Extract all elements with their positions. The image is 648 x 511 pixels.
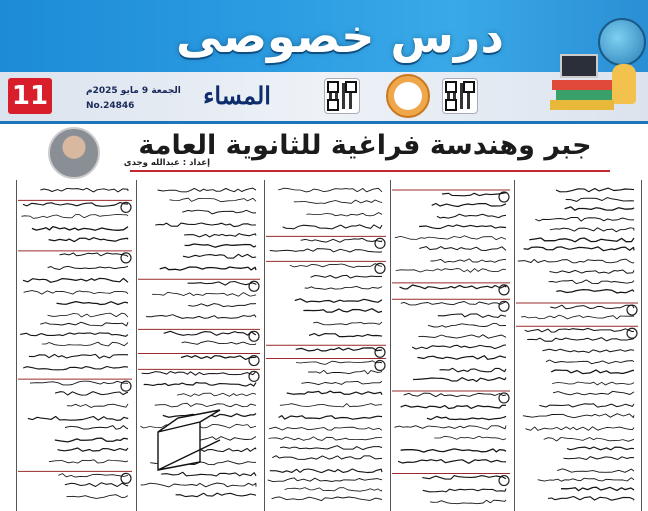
- handwritten-line: [28, 417, 128, 421]
- handwritten-line: [553, 391, 634, 395]
- geometry-figure: [158, 410, 220, 470]
- handwritten-line: [396, 269, 506, 273]
- handwritten-line: [564, 457, 635, 460]
- handwritten-line: [423, 489, 506, 492]
- handwritten-line: [412, 345, 506, 349]
- newspaper-logo: المساء: [203, 81, 271, 110]
- handwritten-line: [283, 225, 382, 229]
- handwritten-line: [142, 371, 256, 375]
- handwritten-line: [438, 314, 506, 318]
- handwritten-line: [419, 247, 506, 251]
- handwritten-line: [303, 309, 382, 313]
- handwritten-line: [67, 495, 129, 499]
- handwritten-line: [272, 497, 382, 501]
- handwritten-line: [418, 335, 506, 339]
- handwritten-line: [144, 383, 256, 387]
- handwritten-line: [549, 280, 634, 284]
- handwritten-line: [141, 483, 256, 487]
- handwritten-line: [301, 381, 382, 384]
- handwritten-line: [161, 472, 256, 476]
- handwritten-line: [24, 291, 128, 295]
- handwritten-line: [566, 198, 634, 202]
- handwritten-line: [434, 436, 506, 440]
- handwritten-line: [529, 238, 634, 242]
- handwritten-line: [155, 403, 256, 407]
- handwritten-line: [155, 223, 256, 227]
- handwritten-line: [188, 304, 256, 307]
- question-number-marker: [375, 263, 385, 273]
- handwritten-line: [40, 322, 128, 326]
- section-title: درس خصوصى: [176, 9, 504, 63]
- handwritten-line: [280, 404, 382, 407]
- handwritten-line: [49, 238, 128, 242]
- question-number-marker: [375, 347, 385, 357]
- handwritten-line: [313, 322, 382, 325]
- page-number-badge: 11: [8, 78, 52, 114]
- handwritten-line: [295, 299, 382, 303]
- handwritten-line: [552, 382, 634, 385]
- handwritten-line: [556, 290, 634, 293]
- handwritten-line: [527, 338, 634, 342]
- handwritten-line: [538, 478, 634, 481]
- handwritten-line: [32, 227, 128, 231]
- handwritten-line: [311, 275, 383, 278]
- handwritten-line: [184, 234, 256, 237]
- handwritten-line: [164, 331, 256, 335]
- handwritten-line: [430, 259, 506, 263]
- handwritten-line: [58, 474, 128, 478]
- handwritten-line: [272, 456, 382, 460]
- handwritten-line: [23, 367, 128, 370]
- handwritten-line: [55, 392, 128, 396]
- question-number-marker: [121, 473, 131, 483]
- handwritten-line: [270, 249, 382, 253]
- handwritten-line: [548, 497, 634, 501]
- handwritten-line: [525, 328, 634, 332]
- handwritten-line: [395, 236, 506, 240]
- handwritten-line: [158, 188, 257, 192]
- question-number-marker: [249, 281, 259, 291]
- handwritten-line: [22, 214, 129, 218]
- handwritten-line: [152, 292, 256, 296]
- handwritten-line: [296, 348, 382, 351]
- handwritten-line: [49, 460, 128, 463]
- handwritten-line: [428, 324, 506, 328]
- handwritten-line: [170, 198, 257, 202]
- handwritten-line: [65, 483, 128, 487]
- handwritten-line: [400, 285, 507, 289]
- handwritten-line: [279, 416, 382, 420]
- handwritten-line: [301, 238, 382, 242]
- handwritten-line: [308, 370, 382, 374]
- handwritten-line: [181, 356, 256, 360]
- handwritten-line: [176, 493, 256, 497]
- handwritten-line: [285, 488, 383, 492]
- handwritten-line: [309, 334, 382, 337]
- question-number-marker: [375, 361, 385, 371]
- handwritten-line: [419, 225, 506, 229]
- handwritten-line: [269, 427, 382, 430]
- handwritten-line: [278, 188, 382, 192]
- handwritten-line: [551, 370, 634, 374]
- author-credit: إعداد : عبدالله وجدى: [123, 158, 210, 168]
- handwritten-line: [182, 210, 256, 214]
- handwritten-line: [442, 192, 506, 195]
- handwritten-line: [398, 460, 506, 464]
- handwritten-line: [268, 478, 382, 482]
- handwritten-line: [57, 302, 129, 305]
- handwritten-line: [546, 360, 634, 364]
- handwritten-line: [177, 393, 256, 396]
- handwritten-line: [401, 302, 506, 305]
- handwritten-line: [567, 447, 634, 450]
- issue-number: No.24846: [86, 101, 135, 111]
- handwritten-line: [29, 354, 128, 358]
- handwritten-line: [395, 426, 507, 430]
- publication-date: الجمعة 9 مايو 2025م: [86, 86, 181, 96]
- question-number-marker: [375, 238, 385, 248]
- handwritten-line: [60, 253, 129, 257]
- handwritten-line: [550, 228, 634, 232]
- handwritten-line: [42, 342, 128, 346]
- handwritten-line: [417, 356, 506, 360]
- handwritten-line: [422, 476, 506, 480]
- handwritten-line: [550, 305, 634, 309]
- handwritten-line: [146, 315, 256, 319]
- handwritten-line: [182, 341, 256, 345]
- handwritten-line: [290, 264, 382, 268]
- handwritten-line: [296, 361, 382, 365]
- question-number-marker: [627, 305, 637, 315]
- handwritten-line: [269, 437, 383, 441]
- handwritten-line: [524, 247, 634, 251]
- handwritten-line: [539, 404, 634, 407]
- handwritten-line: [160, 267, 256, 270]
- handwritten-line: [294, 200, 382, 203]
- handwritten-line: [58, 448, 129, 451]
- handwritten-line: [280, 446, 382, 450]
- handwritten-line: [432, 204, 506, 207]
- handwritten-line: [185, 244, 256, 247]
- article-title: جبر وهندسة فراغية للثانوية العامة: [138, 130, 592, 161]
- handwritten-line: [65, 426, 128, 430]
- handwritten-line: [521, 315, 634, 319]
- handwritten-line: [270, 469, 382, 473]
- handwritten-line: [183, 254, 256, 258]
- handwritten-line: [23, 203, 128, 207]
- handwritten-line: [287, 391, 382, 395]
- handwritten-line: [561, 487, 634, 490]
- handwritten-line: [55, 438, 128, 442]
- handwritten-line: [48, 266, 128, 269]
- handwritten-line: [565, 207, 634, 210]
- handwritten-line: [557, 469, 634, 473]
- handwritten-line: [67, 404, 128, 408]
- handwritten-line: [543, 349, 635, 352]
- handwritten-line: [23, 278, 128, 282]
- handwritten-line: [518, 259, 634, 263]
- handwritten-line: [307, 213, 383, 216]
- handwritten-line: [525, 427, 634, 431]
- handwritten-line: [413, 378, 506, 382]
- handwritten-line: [48, 313, 129, 317]
- handwritten-line: [401, 449, 506, 452]
- handwritten-line: [437, 214, 506, 218]
- handwritten-line: [404, 393, 506, 397]
- handwritten-line: [40, 188, 128, 192]
- handwritten-line: [427, 416, 506, 419]
- handwritten-line: [305, 286, 382, 289]
- handwritten-line: [30, 381, 128, 385]
- handwritten-line: [440, 368, 507, 372]
- handwritten-line: [430, 500, 506, 504]
- handwritten-line: [556, 188, 634, 192]
- handwritten-line: [401, 405, 506, 408]
- handwritten-line: [550, 270, 635, 273]
- handwritten-line: [523, 414, 634, 418]
- handwritten-line: [535, 218, 634, 222]
- handwritten-line: [188, 282, 256, 286]
- handwritten-line: [544, 438, 634, 442]
- handwritten-line: [20, 333, 128, 336]
